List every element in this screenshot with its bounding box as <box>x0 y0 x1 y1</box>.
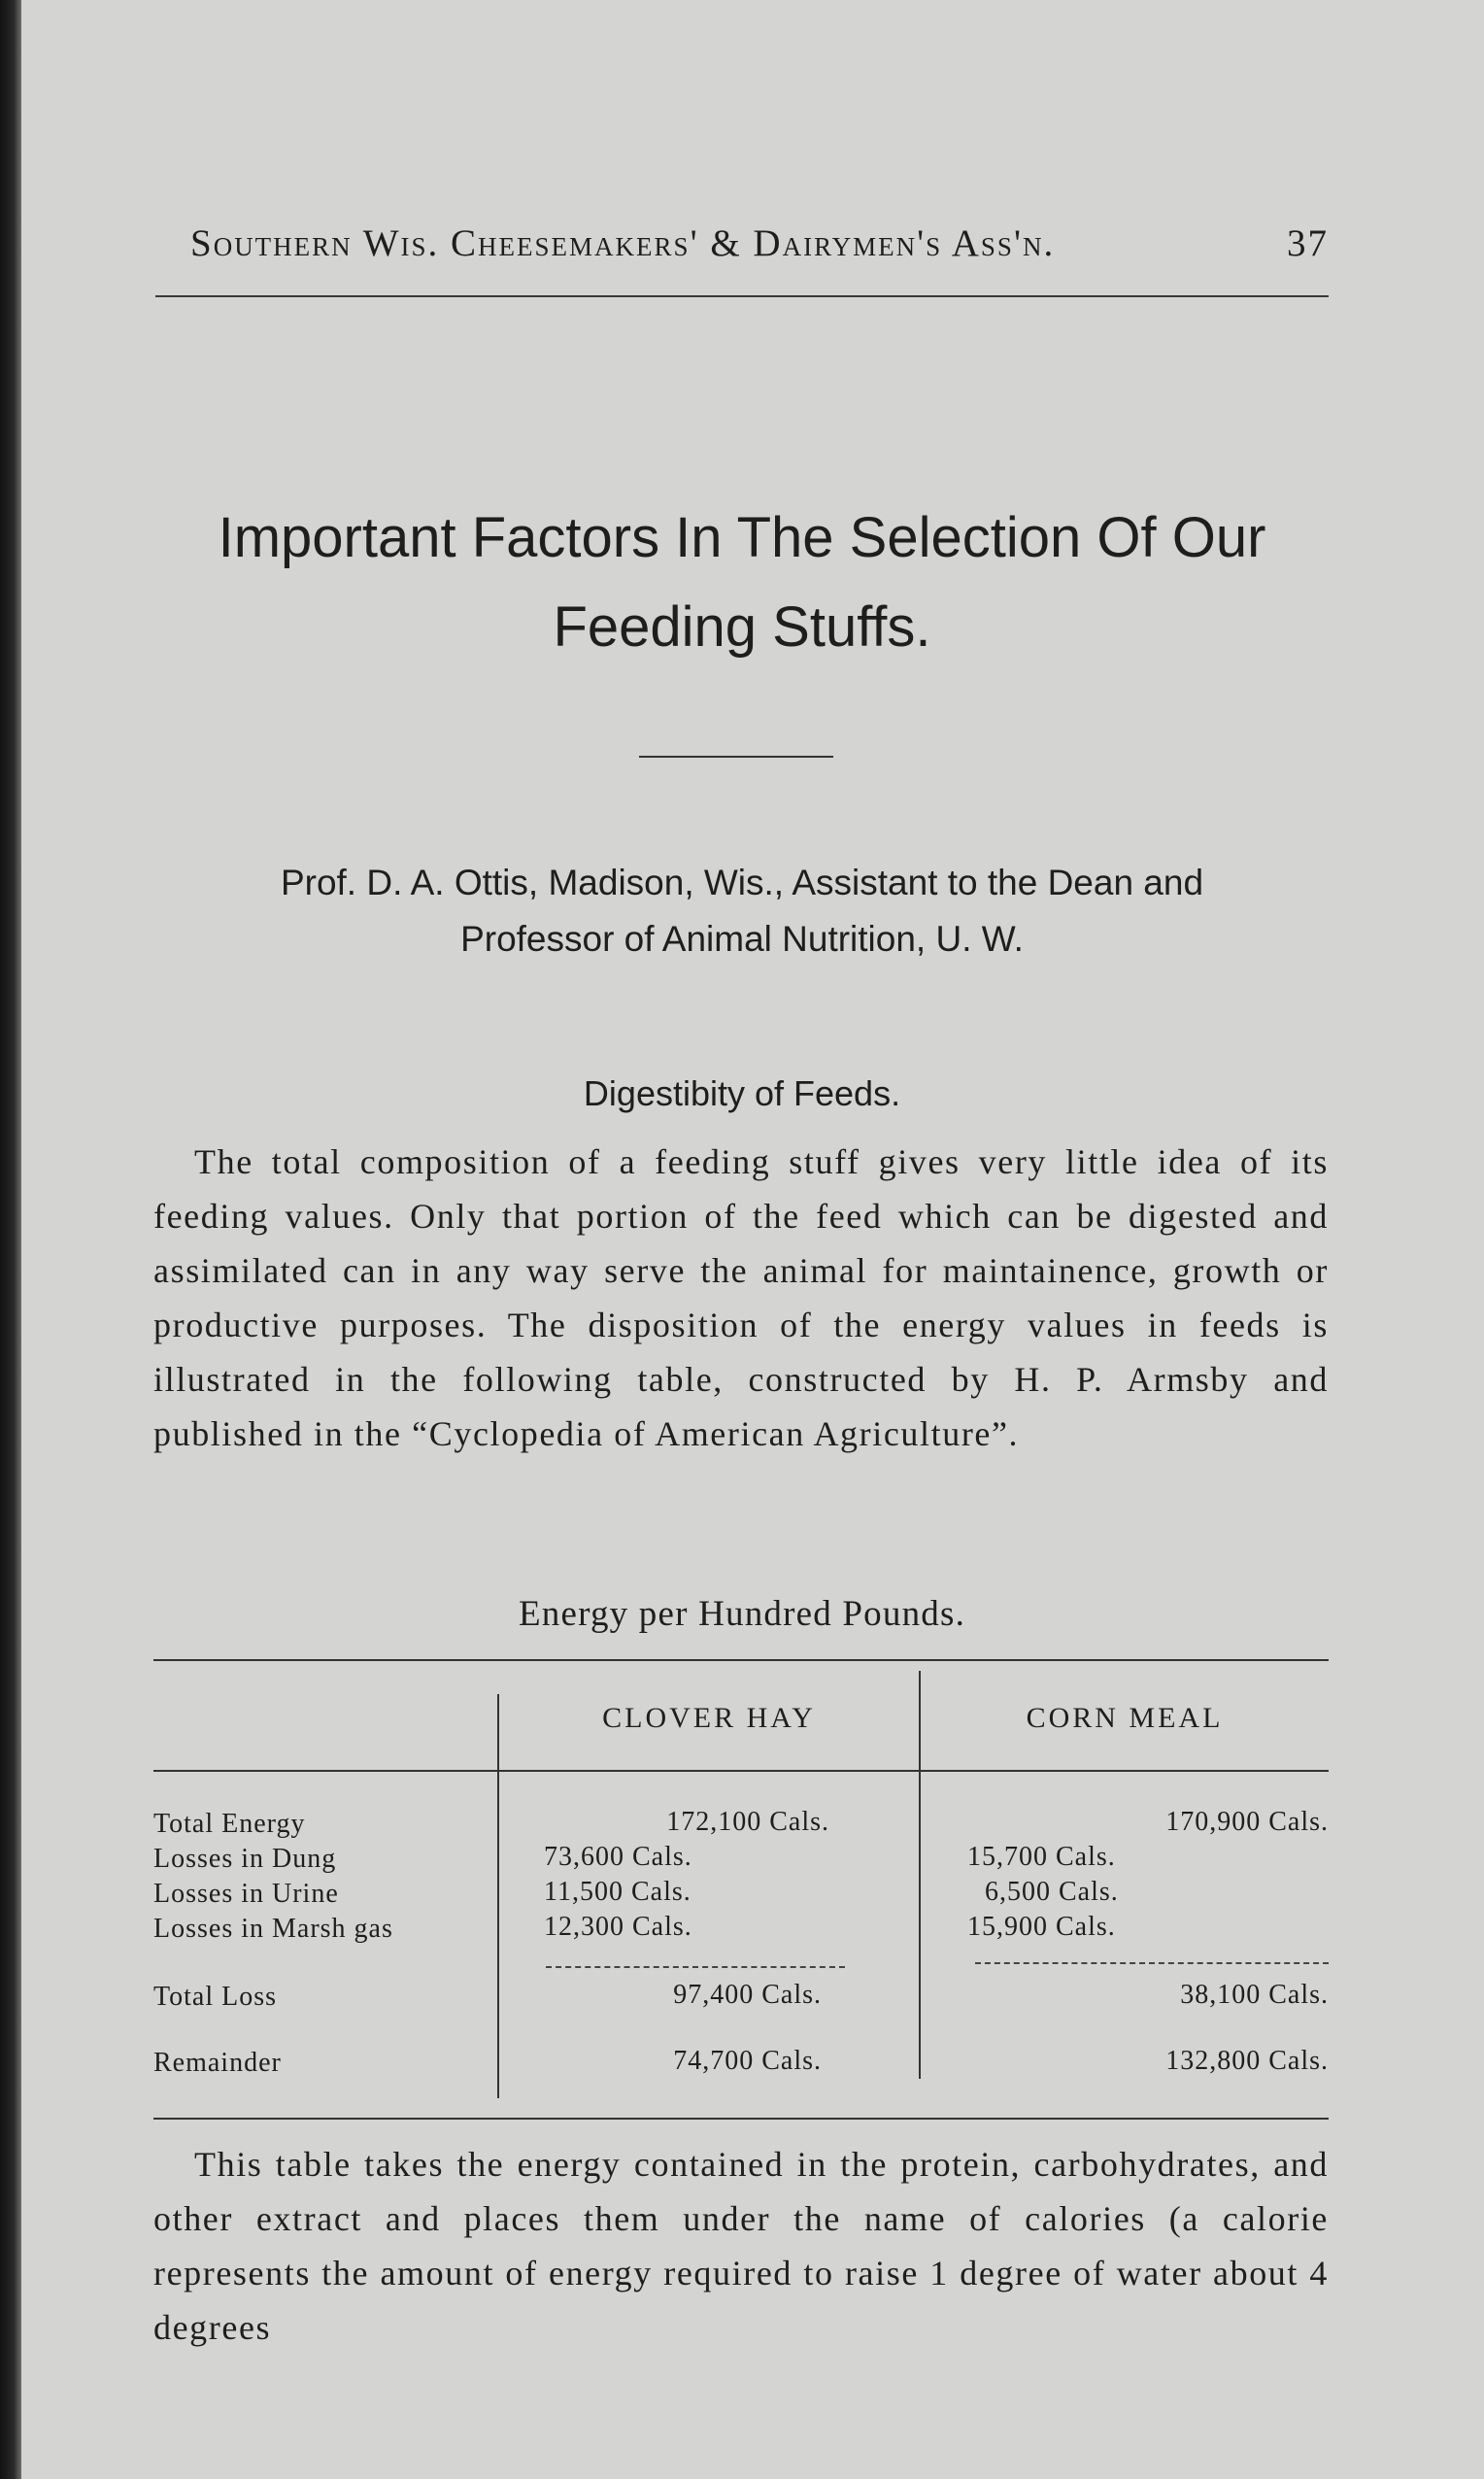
table-top-rule <box>153 1659 1329 1661</box>
energy-table <box>153 1659 1329 2125</box>
byline-line-2: Professor of Animal Nutrition, U. W. <box>460 919 1024 959</box>
header-rule <box>155 295 1329 297</box>
row-label-total-energy: Total Energy <box>153 1809 306 1839</box>
subtotal-rule-corn <box>975 1962 1329 1964</box>
cell-clover-total-loss: 97,400 Cals. <box>673 1980 822 2010</box>
running-header <box>190 221 1329 265</box>
section-heading: Digestibity of Feeds. <box>583 1073 901 1113</box>
article-title <box>155 493 1329 672</box>
cell-clover-remainder: 74,700 Cals. <box>673 2046 822 2076</box>
cell-clover-losses-dung: 73,600 Cals. <box>544 1842 692 1872</box>
paragraph-intro: The total composition of a feeding stuff gives very little idea of its feeding values. Only that portion of the feed which can be digested and assimilated can in any way serve the animal for maintainence, growth or productive purposes. The disposition of the energy values in feeds is illustrated in the following table, constructed by H. P. Armsby and published in the “Cyclopedia of American Agriculture”. <box>153 1142 1329 1453</box>
row-label-losses-marsh-gas: Losses in Marsh gas <box>153 1914 393 1944</box>
cell-corn-total-energy: 170,900 Cals. <box>1165 1807 1329 1837</box>
row-label-remainder: Remainder <box>153 2048 282 2078</box>
running-title: Southern Wis. Cheesemakers' & Dairymen's Ass'n. <box>190 222 1056 264</box>
byline-line-1: Prof. D. A. Ottis, Madison, Wis., Assistant to the Dean and <box>280 863 1204 902</box>
cell-corn-remainder: 132,800 Cals. <box>1165 2046 1329 2076</box>
cell-clover-total-energy: 172,100 Cals. <box>666 1807 829 1837</box>
paragraph-explanation: This table takes the energy contained in the protein, carbohydrates, and other extract and places them under the name of calories (a calorie represents the amount of energy required to raise 1 degree of water about 4 degrees <box>153 2145 1329 2347</box>
table-header-rule <box>153 1770 1329 1772</box>
cell-clover-losses-urine: 11,500 Cals. <box>544 1877 691 1907</box>
cell-corn-losses-dung: 15,700 Cals. <box>967 1842 1116 1872</box>
table-bottom-rule <box>153 2118 1329 2120</box>
row-label-total-loss: Total Loss <box>153 1982 278 2012</box>
cell-corn-losses-marsh-gas: 15,900 Cals. <box>967 1912 1116 1942</box>
row-label-losses-urine: Losses in Urine <box>153 1879 339 1909</box>
subtotal-rule-clover <box>546 1966 845 1968</box>
title-line-2: Feeding Stuffs. <box>553 595 931 659</box>
title-line-1: Important Factors In The Selection Of Our <box>218 506 1266 569</box>
table-caption: Energy per Hundred Pounds. <box>518 1594 966 1634</box>
row-label-losses-dung: Losses in Dung <box>153 1844 337 1874</box>
cell-corn-total-loss: 38,100 Cals. <box>1180 1980 1329 2010</box>
col-header-clover-hay: CLOVER HAY <box>602 1702 816 1734</box>
title-divider <box>639 756 833 758</box>
author-byline <box>155 855 1329 968</box>
col-header-corn-meal: CORN MEAL <box>1026 1702 1224 1734</box>
cell-corn-losses-urine: 6,500 Cals. <box>985 1877 1119 1907</box>
cell-clover-losses-marsh-gas: 12,300 Cals. <box>544 1912 692 1942</box>
column-divider-1 <box>497 1694 499 2098</box>
page-number: 37 <box>1287 222 1329 264</box>
